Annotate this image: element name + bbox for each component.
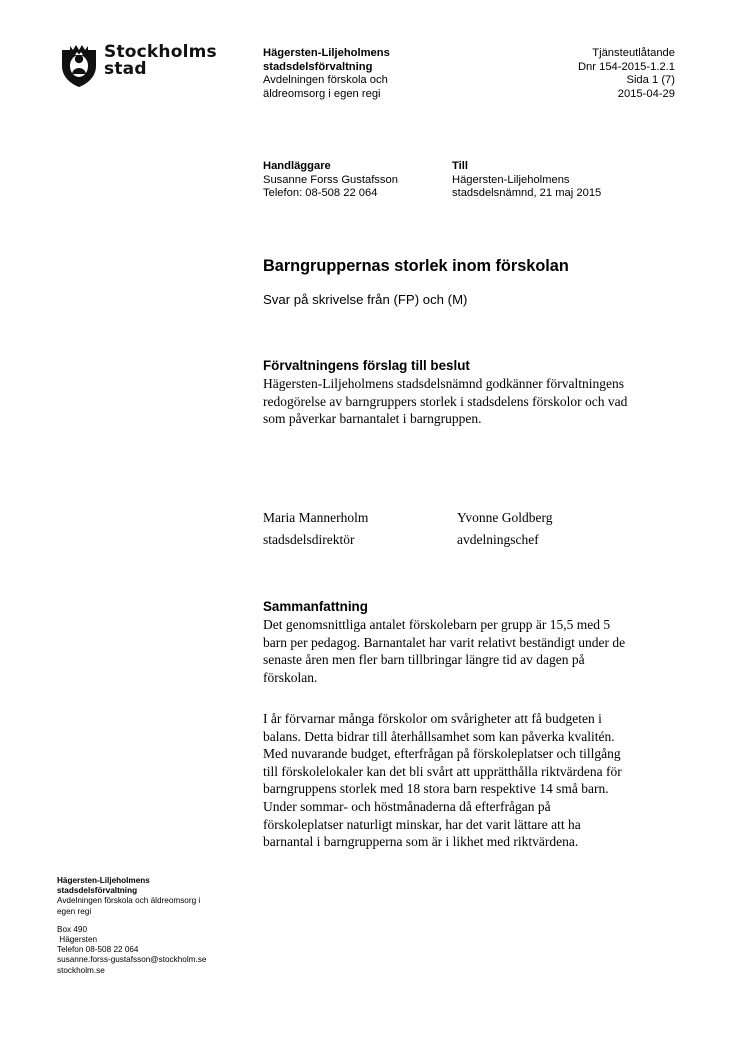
summary-line: till förskolelokaler kan det bli svårt att upprätthålla riktvärdena för bbox=[263, 763, 622, 779]
page-subtitle: Svar på skrivelse från (FP) och (M) bbox=[263, 292, 468, 307]
footer-email[interactable]: susanne.forss-gustafsson@stockholm.se bbox=[57, 955, 207, 965]
summary-line: senaste åren men fler barn tillbringar längre tid av dagen på bbox=[263, 652, 585, 668]
summary-line: förskolan. bbox=[263, 669, 318, 685]
footer-web[interactable]: stockholm.se bbox=[57, 965, 105, 975]
footer-box: Box 490 bbox=[57, 924, 88, 934]
footer-dept-line2: egen regi bbox=[57, 906, 92, 916]
forslag-line: redogörelse av barngruppers storlek i stadsdelens förskolor och vad bbox=[263, 393, 628, 409]
handlaggare-phone: Telefon: 08-508 22 064 bbox=[263, 187, 378, 199]
till-line1: Hägersten-Liljeholmens bbox=[452, 173, 570, 186]
sammanfattning-paragraph-1 bbox=[263, 616, 683, 686]
forslag-line: Hägersten-Liljeholmens stadsdelsnämnd godkänner förvaltningens bbox=[263, 376, 625, 391]
doc-dnr: Dnr 154-2015-1.2.1 bbox=[577, 60, 675, 73]
summary-line: barn per pedagog. Barnantalet har varit relativt beständigt under de bbox=[263, 634, 626, 650]
logo-wordmark bbox=[104, 44, 217, 78]
signature-left-name: Maria Mannerholm bbox=[263, 510, 369, 525]
summary-line: Det genomsnittliga antalet förskolebarn per grupp är 15,5 med 5 bbox=[263, 617, 611, 632]
signature-left bbox=[263, 507, 368, 551]
till-block bbox=[452, 160, 672, 201]
signature-right-name: Yvonne Goldberg bbox=[457, 510, 553, 525]
signature-right-title: avdelningschef bbox=[457, 532, 539, 547]
footer-phone: Telefon 08-508 22 064 bbox=[57, 945, 139, 955]
till-line2: stadsdelsnämnd, 21 maj 2015 bbox=[452, 187, 602, 199]
doc-date: 2015-04-29 bbox=[617, 87, 675, 100]
doc-type: Tjänsteutlåtande bbox=[592, 47, 675, 59]
footer-org-line1: Hägersten-Liljeholmens bbox=[57, 876, 150, 885]
signature-left-title: stadsdelsdirektör bbox=[263, 532, 355, 547]
summary-line: I år förvarnar många förskolor om svårigheter att få budgeten i bbox=[263, 711, 602, 726]
summary-line: Med nuvarande budget, efterfrågan på förskoleplatser och tillgång bbox=[263, 746, 621, 762]
footer-contact bbox=[57, 876, 247, 976]
header-dept-line2: äldreomsorg i egen regi bbox=[263, 87, 381, 100]
crowned-shield-icon bbox=[59, 42, 99, 88]
forslag-heading: Förvaltningens förslag till beslut bbox=[263, 358, 470, 373]
logo-line1: Stockholms bbox=[104, 42, 217, 62]
handlaggare-block bbox=[263, 160, 448, 201]
footer-dept-line1: Avdelningen förskola och äldreomsorg i bbox=[57, 896, 201, 906]
summary-line: barnantal i barngrupperna som är i likhet med riktvärdena. bbox=[263, 834, 579, 850]
signature-right bbox=[457, 507, 553, 551]
header-org-line1: Hägersten-Liljeholmens bbox=[263, 47, 390, 59]
summary-line: balans. Detta bidrar till återhållsamhet som kan påverka kvalitén. bbox=[263, 728, 615, 744]
logo-line2: stad bbox=[104, 59, 147, 79]
sammanfattning-heading: Sammanfattning bbox=[263, 599, 368, 614]
header-dept-line1: Avdelningen förskola och bbox=[263, 74, 388, 86]
till-label: Till bbox=[452, 160, 468, 172]
handlaggare-label: Handläggare bbox=[263, 160, 331, 172]
handlaggare-name: Susanne Forss Gustafsson bbox=[263, 173, 398, 186]
header-doc-info bbox=[475, 47, 675, 101]
sammanfattning-paragraph-2 bbox=[263, 710, 683, 851]
forslag-paragraph bbox=[263, 375, 683, 428]
page-title: Barngruppernas storlek inom förskolan bbox=[263, 257, 569, 275]
summary-line: barngruppens storlek med 18 stora barn respektive 14 små barn. bbox=[263, 781, 609, 797]
summary-line: förskoleplatser naturligt minskar, har det varit lättare att ha bbox=[263, 816, 581, 832]
footer-city: Hägersten bbox=[57, 935, 98, 945]
forslag-line: som påverkar barnantalet i barngruppen. bbox=[263, 411, 482, 427]
header-org-line2: stadsdelsförvaltning bbox=[263, 60, 373, 73]
summary-line: Under sommar- och höstmånaderna då efterfrågan på bbox=[263, 798, 551, 814]
footer-org-line2: stadsdelsförvaltning bbox=[57, 886, 138, 896]
page-number: Sida 1 (7) bbox=[626, 74, 675, 86]
header-org-block bbox=[263, 47, 463, 101]
